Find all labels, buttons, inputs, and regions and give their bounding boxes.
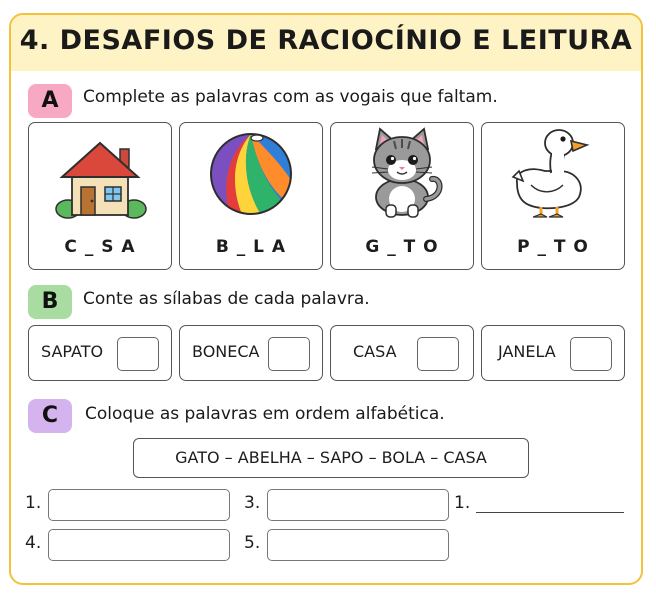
syllable-word: CASA xyxy=(353,342,397,361)
syllable-card-janela xyxy=(481,325,625,381)
worksheet xyxy=(9,13,643,585)
card-word: P _ T O xyxy=(517,237,589,257)
syllable-card-casa xyxy=(330,325,474,381)
title-bar xyxy=(11,15,641,71)
syllable-count-box[interactable] xyxy=(268,337,310,371)
card-word: B _ L A xyxy=(215,237,287,257)
section-b-badge: B xyxy=(28,285,72,319)
card-word: G _ T O xyxy=(365,237,439,257)
answer-number: 3. xyxy=(244,493,261,513)
answer-number: 4. xyxy=(25,533,42,553)
card-word: C _ S A xyxy=(64,237,136,257)
answer-box[interactable] xyxy=(48,489,230,521)
word-card-pato xyxy=(481,122,625,270)
page-title: 4. DESAFIOS DE RACIOCÍNIO E LEITURA xyxy=(19,25,633,56)
section-c-badge: C xyxy=(28,399,72,433)
answer-line[interactable] xyxy=(476,512,624,513)
word-bank: GATO – ABELHA – SAPO – BOLA – CASA xyxy=(133,438,529,478)
syllable-word: BONECA xyxy=(192,342,260,361)
answer-box[interactable] xyxy=(267,529,449,561)
duck-icon xyxy=(503,125,603,221)
answer-number: 1. xyxy=(454,493,471,513)
word-card-casa xyxy=(28,122,172,270)
syllable-card-sapato xyxy=(28,325,172,381)
syllable-count-box[interactable] xyxy=(570,337,612,371)
syllable-word: JANELA xyxy=(498,342,556,361)
cat-icon xyxy=(352,127,452,219)
answer-box[interactable] xyxy=(48,529,230,561)
section-a-instruction: Complete as palavras com as vogais que faltam. xyxy=(83,87,498,107)
answer-number: 5. xyxy=(244,533,261,553)
section-b-instruction: Conte as sílabas de cada palavra. xyxy=(83,289,370,309)
word-card-bola xyxy=(179,122,323,270)
syllable-count-box[interactable] xyxy=(417,337,459,371)
syllable-count-box[interactable] xyxy=(117,337,159,371)
syllable-word: SAPATO xyxy=(41,342,104,361)
section-c-instruction: Coloque as palavras em ordem alfabética. xyxy=(85,404,445,424)
answer-box[interactable] xyxy=(267,489,449,521)
word-card-gato xyxy=(330,122,474,270)
answer-number: 1. xyxy=(25,493,42,513)
syllable-card-boneca xyxy=(179,325,323,381)
beach-ball-icon xyxy=(206,129,296,219)
section-a-badge: A xyxy=(28,84,72,118)
house-icon xyxy=(50,131,150,221)
